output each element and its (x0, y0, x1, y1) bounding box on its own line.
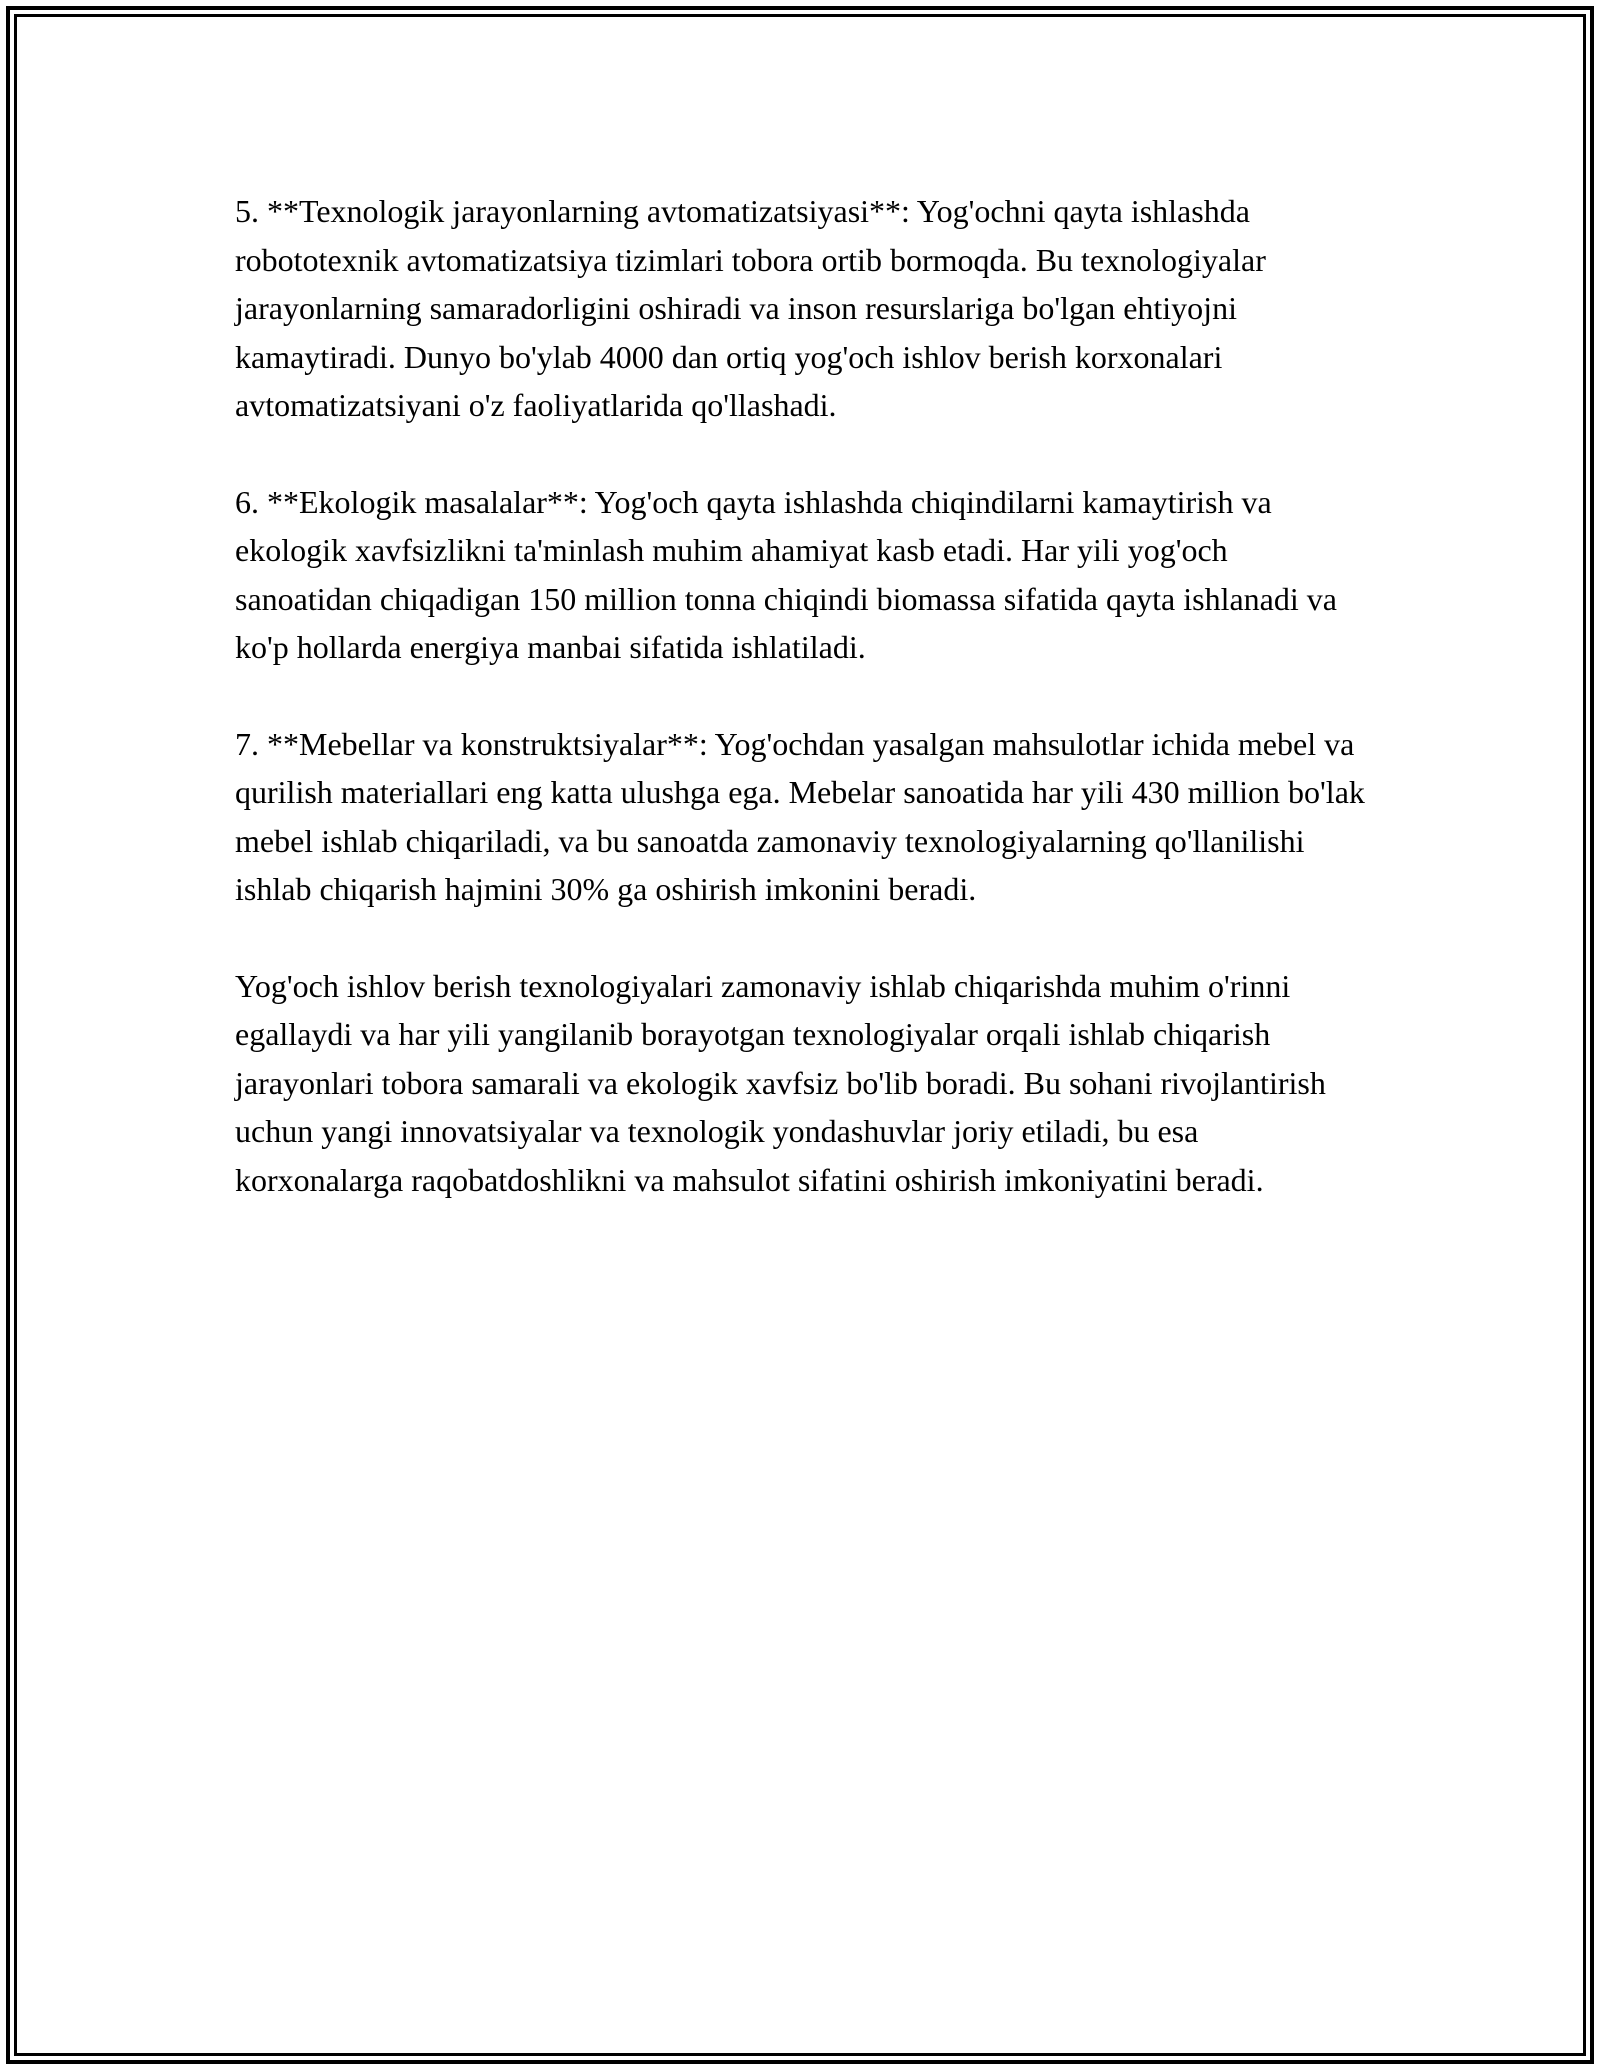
paragraph-conclusion: Yog'och ishlov berish texnologiyalari zamonaviy ishlab chiqarishda muhim o'rinni egallaydi va har yili yangilanib borayotgan texnologiyalar orqali ishlab chiqarish jarayonlari tobora samarali va ekologik xavfsiz bo'lib boradi. Bu sohani rivojlantirish uchun yangi innovatsiyalar va texnologik yondashuvlar joriy etiladi, bu esa korxonalarga raqobatdoshlikni va mahsulot sifatini oshirish imkoniyatini beradi. (235, 967, 1326, 1198)
paragraph-furniture: 7. **Mebellar va konstruktsiyalar**: Yog'ochdan yasalgan mahsulotlar ichida mebel va qurilish materiallari eng katta ulushga ega. Mebelar sanoatida har yili 430 million bo'lak mebel ishlab chiqariladi, va bu sanoatda zamonaviy texnologiyalarning qo'llanilishi ishlab chiqarish hajmini 30% ga oshirish imkonini beradi. (235, 725, 1365, 907)
paragraph-automation: 5. **Texnologik jarayonlarning avtomatizatsiyasi**: Yog'ochni qayta ishlashda robototexnik avtomatizatsiya tizimlari tobora ortib bormoqda. Bu texnologiyalar jarayonlarning samaradorligini oshiradi va inson resurslariga bo'lgan ehtiyojni kamaytiradi. Dunyo bo'ylab 4000 dan ortiq yog'och ishlov berish korxonalari avtomatizatsiyani o'z faoliyatlarida qo'llashadi. (235, 193, 1266, 423)
paragraph-ecology: 6. **Ekologik masalalar**: Yog'och qayta ishlashda chiqindilarni kamaytirish va ekologik xavfsizlikni ta'minlash muhim ahamiyat kasb etadi. Har yili yog'och sanoatidan chiqadigan 150 million tonna chiqindi biomassa sifatida qayta ishlanadi va ko'p hollarda energiya manbai sifatida ishlatiladi. (235, 483, 1337, 665)
document-body (235, 187, 1370, 1252)
